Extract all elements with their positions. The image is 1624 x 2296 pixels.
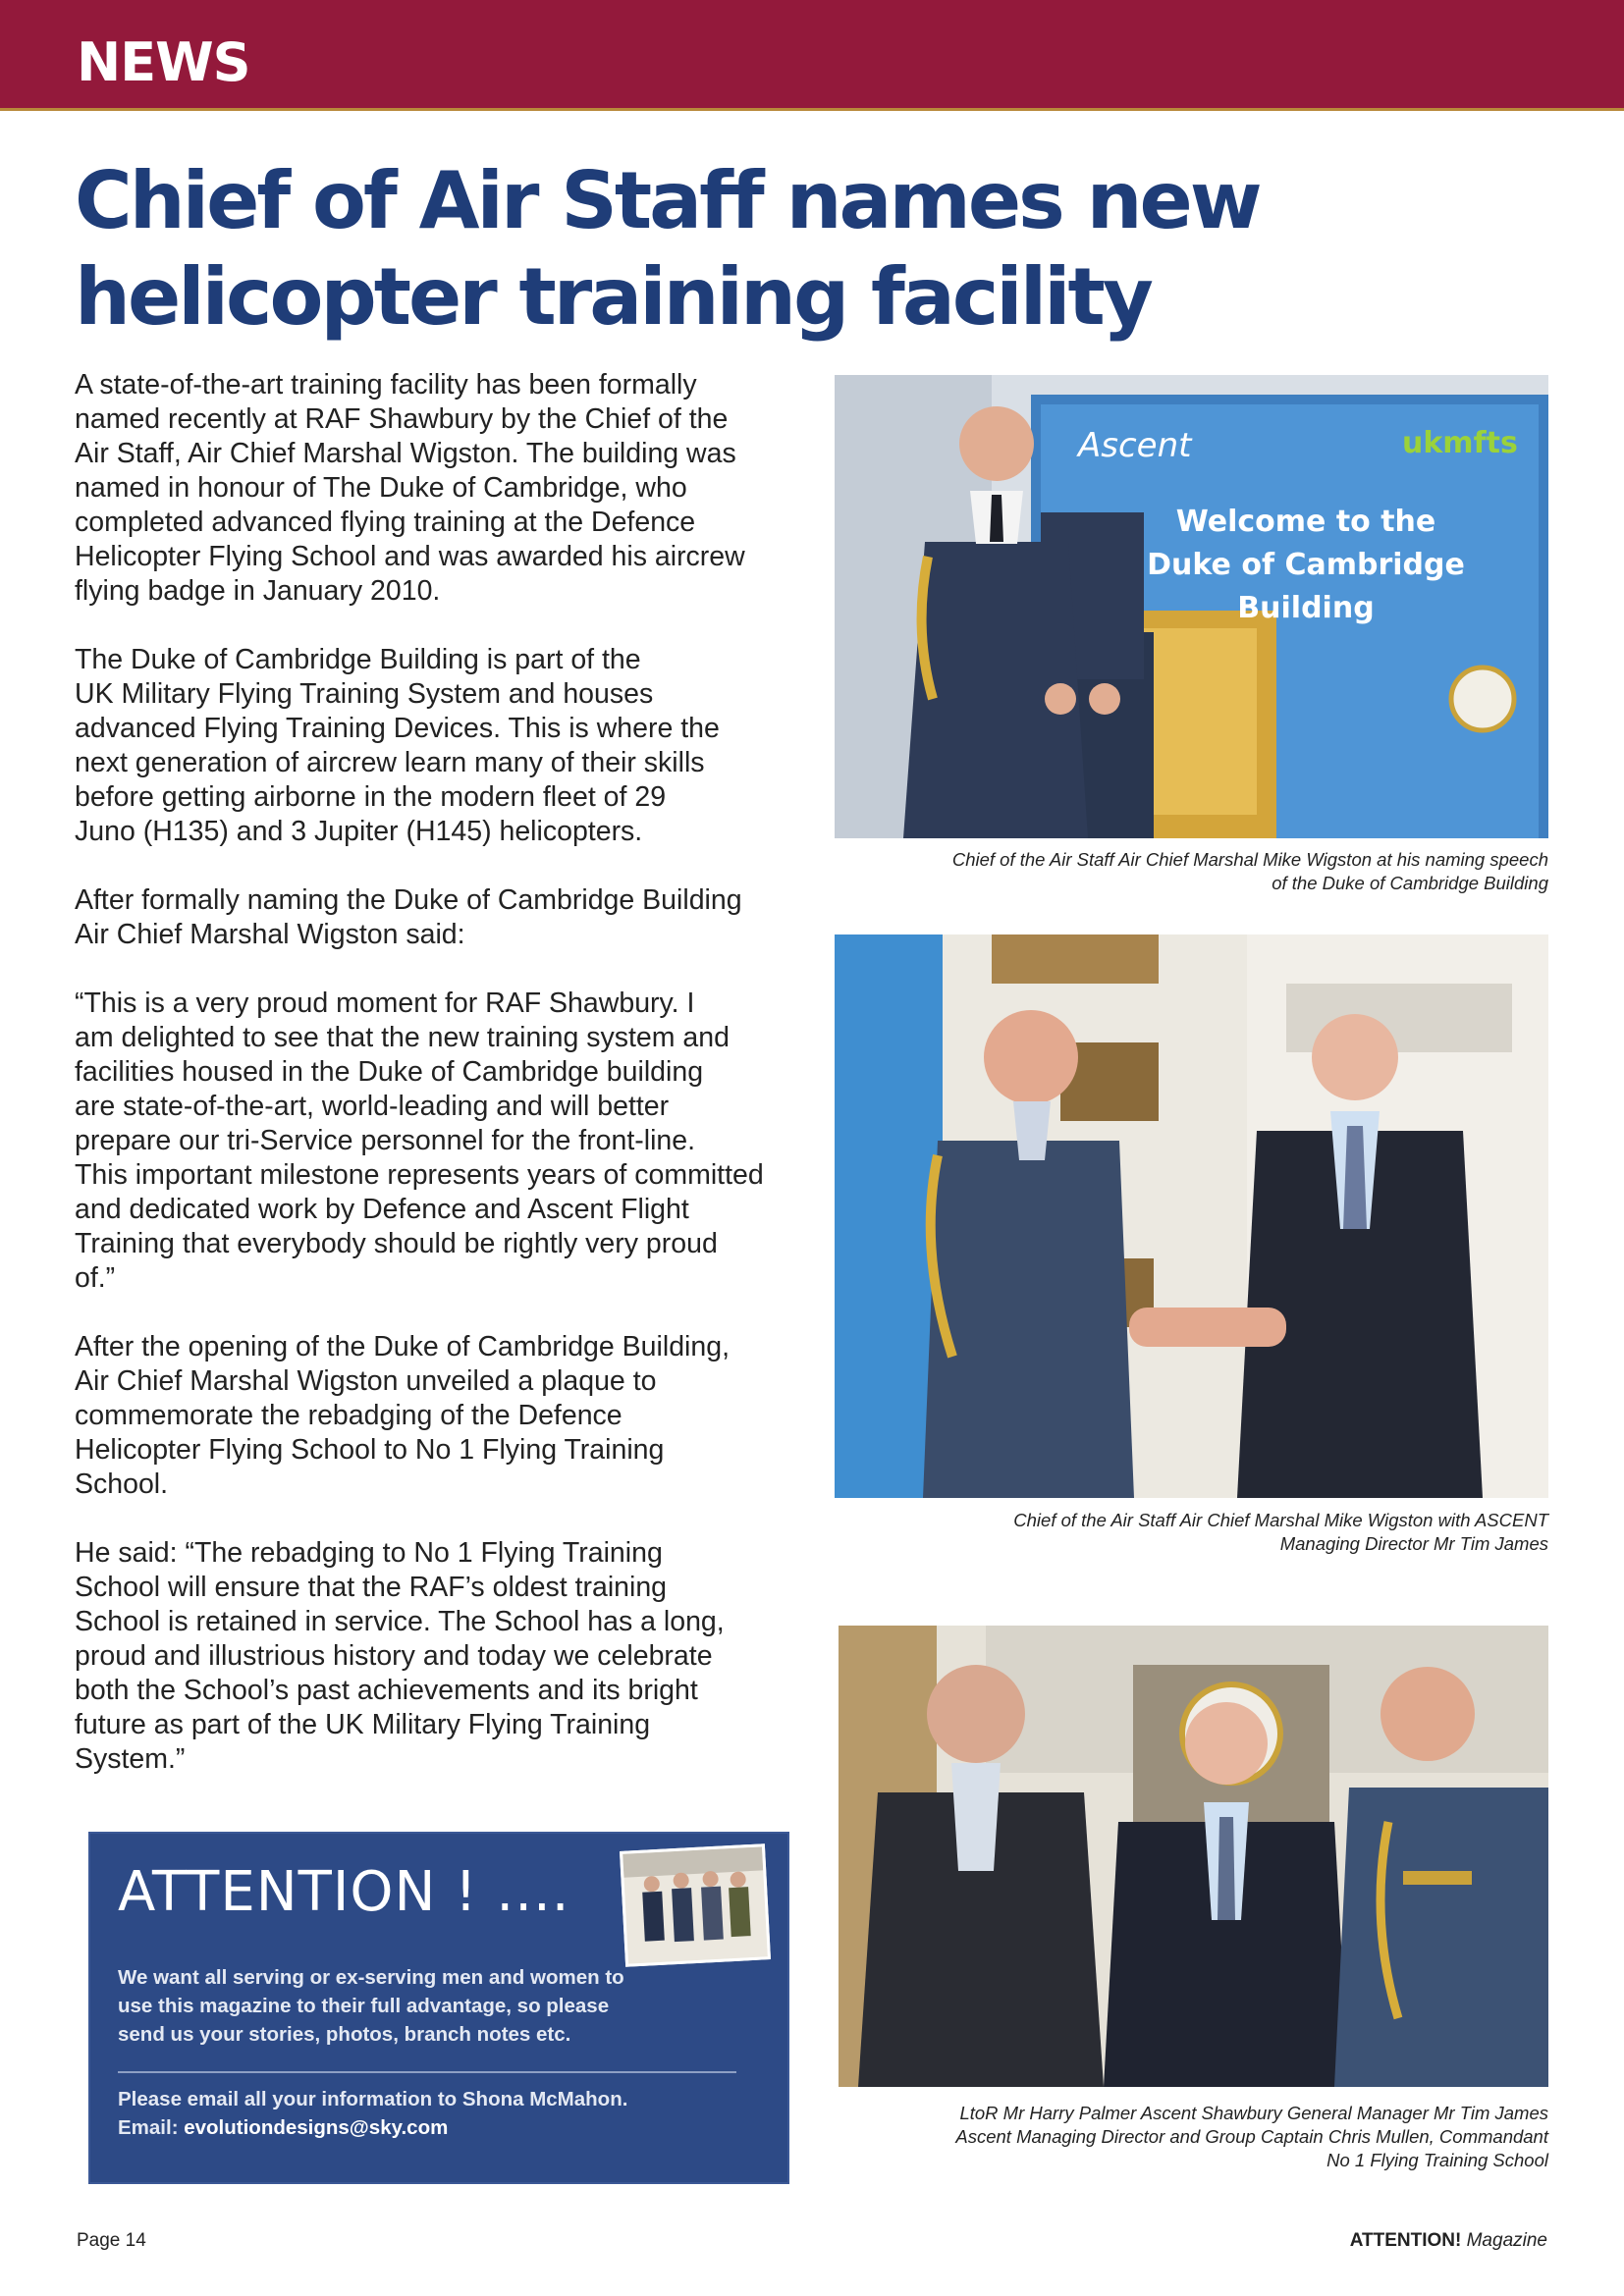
- attention-advert: [90, 1834, 787, 2182]
- handshake-scene-illustration: [835, 934, 1548, 1498]
- photo-caption: Chief of the Air Staff Air Chief Marshal Mike Wigston at his naming speech of the Duke of Cambridge Building: [951, 849, 1548, 893]
- sign-brand: Ascent: [1078, 426, 1192, 465]
- article-paragraph: After the opening of the Duke of Cambridge Building, Air Chief Marshal Wigston unveiled a plaque to commemorate the rebadging of the Defence Helicopter Flying School to No 1 Flying Training School.: [75, 1331, 730, 1500]
- photo-caption: Chief of the Air Staff Air Chief Marshal Mike Wigston with ASCENT Managing Director Mr Tim James: [1013, 1510, 1548, 1554]
- article-body: [75, 368, 801, 1811]
- article-paragraph: A state-of-the-art training facility has been formally named recently at RAF Shawbury by the Chief of the Air Staff, Air Chief Marshal Wigston. The building was named in honour of The Duke of Cambridge, who completed advanced flying training at the Defence Helicopter Flying School and was awarded his aircrew flying badge in January 2010.: [75, 369, 745, 607]
- advert-contact-line: Please email all your information to Shona McMahon.: [118, 2088, 628, 2110]
- section-label: NEWS: [77, 31, 250, 93]
- article-paragraph: He said: “The rebadging to No 1 Flying Training School will ensure that the RAF’s oldest training School is retained in service. The School has a long, proud and illustrious history and today we celebrate both the School’s past achievements and its bright future as part of the UK Military Flying Training System.”: [75, 1537, 725, 1775]
- magazine-name: [1350, 2230, 1547, 2252]
- sign-text: Welcome to the Duke of Cambridge Building: [1147, 505, 1465, 625]
- article-paragraph: After formally naming the Duke of Cambridge Building Air Chief Marshal Wigston said:: [75, 884, 742, 950]
- advert-contact: [118, 2085, 746, 2142]
- magazine-name-rest: Magazine: [1466, 2230, 1547, 2251]
- advert-email-line: [118, 2113, 746, 2142]
- advert-divider: [118, 2071, 736, 2073]
- advert-photo: [620, 1843, 771, 1967]
- advert-email-label: Email:: [118, 2116, 179, 2139]
- group-scene-illustration: [839, 1626, 1548, 2087]
- photo-naming-speech: [835, 375, 1548, 838]
- section-banner: [0, 0, 1624, 111]
- photo-handshake: [835, 934, 1548, 1498]
- article-paragraph: The Duke of Cambridge Building is part of the UK Military Flying Training System and houses advanced Flying Training Devices. This is where the next generation of aircrew learn many of their skills before getting airborne in the modern fleet of 29 Juno (H135) and 3 Jupiter (H145) helicopters.: [75, 644, 720, 847]
- advert-photo-people: [623, 1846, 768, 1963]
- article-headline: Chief of Air Staff names new helicopter training facility: [75, 155, 1260, 343]
- page-number: Page 14: [77, 2230, 146, 2251]
- advert-email[interactable]: evolutiondesigns@sky.com: [184, 2116, 449, 2139]
- article-paragraph: “This is a very proud moment for RAF Shawbury. I am delighted to see that the new training system and facilities housed in the Duke of Cambridge building are state-of-the-art, world-leading and will better prepare our tri-Service personnel for the front-line. This important milestone represents years of committed and dedicated work by Defence and Ascent Flight Training that everybody should be rightly very proud of.”: [75, 988, 764, 1294]
- photo-caption: LtoR Mr Harry Palmer Ascent Shawbury General Manager Mr Tim James Ascent Managing Director and Group Captain Chris Mullen, Commandant No 1 Flying Training School: [955, 2103, 1548, 2170]
- sign-logo: ukmfts: [1402, 426, 1518, 460]
- advert-body: We want all serving or ex-serving men and women to use this magazine to their full advantage, so please send us your stories, photos, branch notes etc.: [118, 1966, 624, 2046]
- advert-title: ATTENTION ! ....: [118, 1860, 570, 1924]
- magazine-name-bold: ATTENTION!: [1349, 2230, 1462, 2251]
- photo-group: [839, 1626, 1548, 2087]
